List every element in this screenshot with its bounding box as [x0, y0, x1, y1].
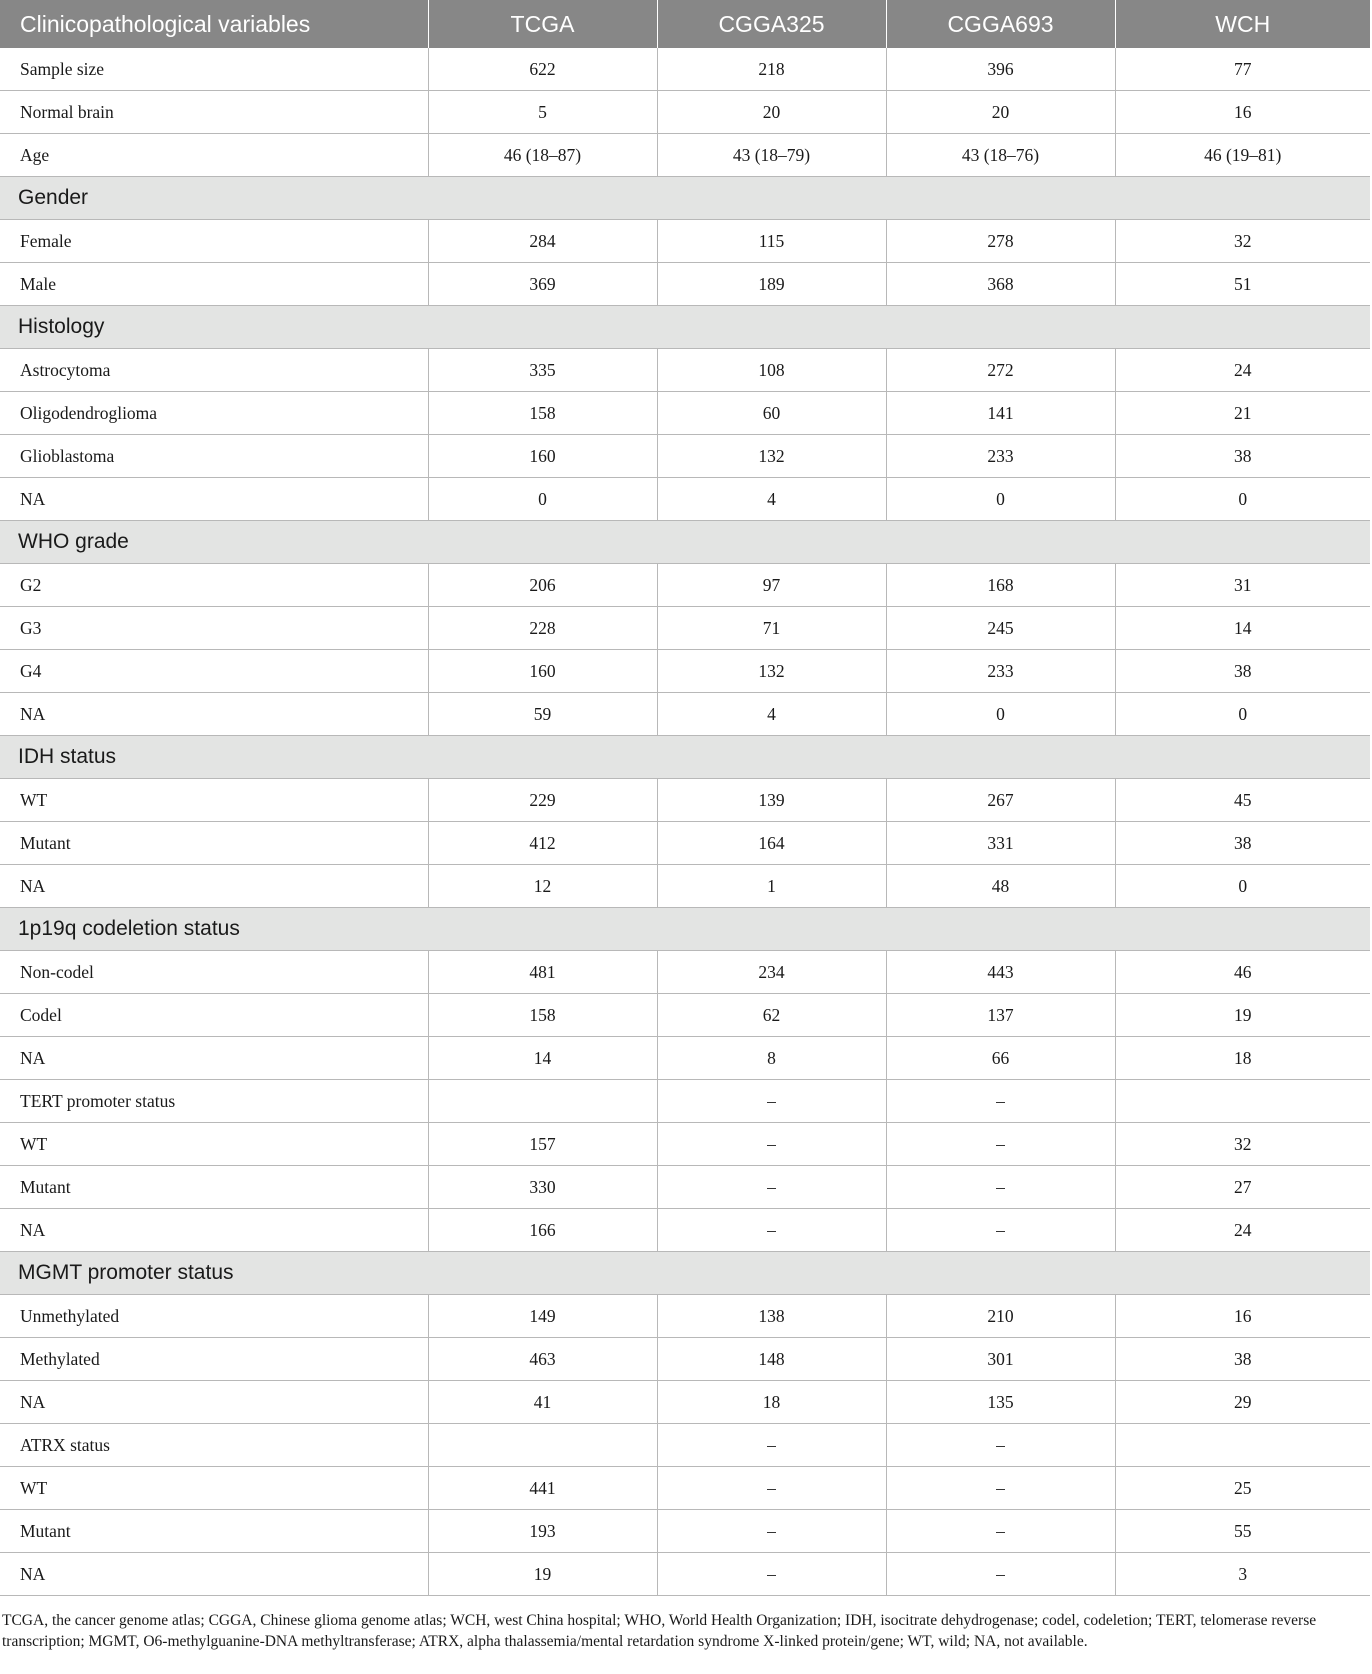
row-label: Unmethylated: [0, 1295, 428, 1338]
row-label: Mutant: [0, 1166, 428, 1209]
cell-cgga325: –: [657, 1080, 886, 1123]
cell-cgga325: –: [657, 1424, 886, 1467]
cell-wch: 16: [1115, 1295, 1370, 1338]
table-row: [0, 1553, 1370, 1596]
header-tcga: TCGA: [428, 0, 657, 48]
section-label: MGMT promoter status: [0, 1252, 1370, 1295]
cell-cgga325: 71: [657, 607, 886, 650]
cell-cgga325: 148: [657, 1338, 886, 1381]
cell-tcga: 369: [428, 263, 657, 306]
row-label: Age: [0, 134, 428, 177]
table-row: [0, 91, 1370, 134]
table-row: [0, 1037, 1370, 1080]
cell-cgga325: –: [657, 1553, 886, 1596]
cell-tcga: 441: [428, 1467, 657, 1510]
row-label: WT: [0, 779, 428, 822]
cell-wch: 25: [1115, 1467, 1370, 1510]
row-label: NA: [0, 693, 428, 736]
cell-wch: 46: [1115, 951, 1370, 994]
section-row: [0, 908, 1370, 951]
cell-cgga325: –: [657, 1209, 886, 1252]
cell-wch: 29: [1115, 1381, 1370, 1424]
cell-tcga: 160: [428, 650, 657, 693]
cell-cgga325: 60: [657, 392, 886, 435]
cell-cgga693: 135: [886, 1381, 1115, 1424]
cell-tcga: 463: [428, 1338, 657, 1381]
cell-cgga693: 272: [886, 349, 1115, 392]
cell-wch: 55: [1115, 1510, 1370, 1553]
cell-cgga325: 164: [657, 822, 886, 865]
table-row: [0, 1166, 1370, 1209]
cell-tcga: 193: [428, 1510, 657, 1553]
table-row: [0, 1080, 1370, 1123]
cell-cgga325: 4: [657, 478, 886, 521]
cell-tcga: 19: [428, 1553, 657, 1596]
cell-cgga693: 168: [886, 564, 1115, 607]
table-row: [0, 392, 1370, 435]
cell-wch: 18: [1115, 1037, 1370, 1080]
cell-tcga: 335: [428, 349, 657, 392]
section-label: Histology: [0, 306, 1370, 349]
cell-tcga: [428, 1080, 657, 1123]
header-cgga693: CGGA693: [886, 0, 1115, 48]
table-row: [0, 263, 1370, 306]
table-row: [0, 951, 1370, 994]
cell-cgga325: 4: [657, 693, 886, 736]
row-label: Sample size: [0, 48, 428, 91]
cell-cgga693: –: [886, 1467, 1115, 1510]
cell-cgga693: 0: [886, 478, 1115, 521]
cell-tcga: 14: [428, 1037, 657, 1080]
cell-tcga: 41: [428, 1381, 657, 1424]
row-label: Mutant: [0, 1510, 428, 1553]
row-label: NA: [0, 1037, 428, 1080]
header-variables: Clinicopathological variables: [0, 0, 428, 48]
cell-tcga: 158: [428, 994, 657, 1037]
cell-cgga693: 233: [886, 435, 1115, 478]
row-label: NA: [0, 1209, 428, 1252]
cell-wch: 32: [1115, 220, 1370, 263]
cell-cgga693: 210: [886, 1295, 1115, 1338]
table-row: [0, 478, 1370, 521]
cell-cgga325: 108: [657, 349, 886, 392]
table-row: [0, 650, 1370, 693]
cell-wch: 38: [1115, 822, 1370, 865]
cell-cgga325: –: [657, 1166, 886, 1209]
row-label: Oligodendroglioma: [0, 392, 428, 435]
header-cgga325: CGGA325: [657, 0, 886, 48]
cell-cgga693: 233: [886, 650, 1115, 693]
section-label: WHO grade: [0, 521, 1370, 564]
cell-cgga693: 48: [886, 865, 1115, 908]
row-label: NA: [0, 1553, 428, 1596]
cell-cgga693: –: [886, 1080, 1115, 1123]
table-row: [0, 1123, 1370, 1166]
cell-wch: 77: [1115, 48, 1370, 91]
cell-cgga693: 0: [886, 693, 1115, 736]
cell-cgga325: 138: [657, 1295, 886, 1338]
cell-cgga325: 234: [657, 951, 886, 994]
cell-cgga325: 1: [657, 865, 886, 908]
table-row: [0, 1424, 1370, 1467]
cell-wch: 21: [1115, 392, 1370, 435]
row-label: Mutant: [0, 822, 428, 865]
cell-tcga: 157: [428, 1123, 657, 1166]
section-row: [0, 306, 1370, 349]
cell-cgga693: 137: [886, 994, 1115, 1037]
header-row: [0, 0, 1370, 48]
table-row: [0, 693, 1370, 736]
cell-wch: 46 (19–81): [1115, 134, 1370, 177]
cell-cgga693: –: [886, 1209, 1115, 1252]
row-label: TERT promoter status: [0, 1080, 428, 1123]
row-label: Male: [0, 263, 428, 306]
cell-wch: 24: [1115, 1209, 1370, 1252]
cell-cgga693: –: [886, 1424, 1115, 1467]
cell-cgga325: 97: [657, 564, 886, 607]
table-row: [0, 994, 1370, 1037]
section-label: IDH status: [0, 736, 1370, 779]
section-row: [0, 521, 1370, 564]
row-label: ATRX status: [0, 1424, 428, 1467]
table-footnote: TCGA, the cancer genome atlas; CGGA, Chinese glioma genome atlas; WCH, west China hospital; WHO, World Health Organization; IDH, isocitrate dehydrogenase; codel, codeletion; TERT, telomerase reverse transcription; MGMT, O6-methylguanine-DNA methyltransferase; ATRX, alpha thalassemia/mental retardation syndrome X-linked protein/gene; WT, wild; NA, not available.: [2, 1612, 1317, 1650]
cell-cgga325: –: [657, 1510, 886, 1553]
cell-cgga325: 18: [657, 1381, 886, 1424]
row-label: G3: [0, 607, 428, 650]
cell-cgga693: 66: [886, 1037, 1115, 1080]
table-row: [0, 865, 1370, 908]
table-row: [0, 435, 1370, 478]
cell-cgga325: 8: [657, 1037, 886, 1080]
cell-cgga325: 43 (18–79): [657, 134, 886, 177]
row-label: Glioblastoma: [0, 435, 428, 478]
cell-tcga: 206: [428, 564, 657, 607]
row-label: G2: [0, 564, 428, 607]
table-row: [0, 564, 1370, 607]
section-label: Gender: [0, 177, 1370, 220]
cell-tcga: 229: [428, 779, 657, 822]
cell-tcga: 5: [428, 91, 657, 134]
cell-tcga: 481: [428, 951, 657, 994]
cell-cgga325: 132: [657, 435, 886, 478]
table-row: [0, 1338, 1370, 1381]
section-label: 1p19q codeletion status: [0, 908, 1370, 951]
table-row: [0, 822, 1370, 865]
cell-wch: 24: [1115, 349, 1370, 392]
row-label: Female: [0, 220, 428, 263]
table-row: [0, 134, 1370, 177]
row-label: NA: [0, 865, 428, 908]
cell-tcga: 46 (18–87): [428, 134, 657, 177]
row-label: Astrocytoma: [0, 349, 428, 392]
cell-tcga: 12: [428, 865, 657, 908]
cell-wch: 38: [1115, 1338, 1370, 1381]
cell-cgga693: –: [886, 1166, 1115, 1209]
cell-tcga: 228: [428, 607, 657, 650]
cell-wch: 38: [1115, 435, 1370, 478]
cell-wch: [1115, 1424, 1370, 1467]
table-row: [0, 1381, 1370, 1424]
row-label: Codel: [0, 994, 428, 1037]
table-row: [0, 1295, 1370, 1338]
cell-wch: 45: [1115, 779, 1370, 822]
section-row: [0, 1252, 1370, 1295]
cell-cgga693: 141: [886, 392, 1115, 435]
section-row: [0, 736, 1370, 779]
section-row: [0, 177, 1370, 220]
cell-tcga: 59: [428, 693, 657, 736]
cell-wch: [1115, 1080, 1370, 1123]
cell-cgga693: –: [886, 1123, 1115, 1166]
cell-cgga693: 368: [886, 263, 1115, 306]
cell-cgga693: 267: [886, 779, 1115, 822]
cell-cgga693: 278: [886, 220, 1115, 263]
cell-cgga693: 331: [886, 822, 1115, 865]
cell-cgga693: 20: [886, 91, 1115, 134]
cell-wch: 0: [1115, 693, 1370, 736]
cell-tcga: 0: [428, 478, 657, 521]
row-label: WT: [0, 1467, 428, 1510]
table-row: [0, 1467, 1370, 1510]
row-label: Methylated: [0, 1338, 428, 1381]
cell-cgga693: –: [886, 1553, 1115, 1596]
cell-cgga325: 20: [657, 91, 886, 134]
cell-wch: 0: [1115, 865, 1370, 908]
cell-cgga325: –: [657, 1467, 886, 1510]
cell-wch: 27: [1115, 1166, 1370, 1209]
cell-wch: 16: [1115, 91, 1370, 134]
cell-cgga325: 132: [657, 650, 886, 693]
cell-wch: 38: [1115, 650, 1370, 693]
cell-cgga693: 245: [886, 607, 1115, 650]
cell-wch: 19: [1115, 994, 1370, 1037]
cell-wch: 14: [1115, 607, 1370, 650]
cell-wch: 51: [1115, 263, 1370, 306]
table-row: [0, 220, 1370, 263]
cell-tcga: 284: [428, 220, 657, 263]
cell-cgga325: 218: [657, 48, 886, 91]
row-label: NA: [0, 478, 428, 521]
table-row: [0, 1209, 1370, 1252]
cell-tcga: 166: [428, 1209, 657, 1252]
table-row: [0, 48, 1370, 91]
cell-wch: 3: [1115, 1553, 1370, 1596]
cell-tcga: 412: [428, 822, 657, 865]
row-label: G4: [0, 650, 428, 693]
cell-cgga325: 189: [657, 263, 886, 306]
cell-cgga325: 62: [657, 994, 886, 1037]
table-row: [0, 1510, 1370, 1553]
cell-tcga: 330: [428, 1166, 657, 1209]
cell-cgga325: –: [657, 1123, 886, 1166]
cell-tcga: 160: [428, 435, 657, 478]
table-row: [0, 349, 1370, 392]
cell-cgga693: 43 (18–76): [886, 134, 1115, 177]
row-label: Non-codel: [0, 951, 428, 994]
row-label: Normal brain: [0, 91, 428, 134]
cell-tcga: 622: [428, 48, 657, 91]
row-label: NA: [0, 1381, 428, 1424]
table-row: [0, 607, 1370, 650]
cell-wch: 32: [1115, 1123, 1370, 1166]
header-wch: WCH: [1115, 0, 1370, 48]
cell-cgga325: 115: [657, 220, 886, 263]
cell-tcga: 158: [428, 392, 657, 435]
cell-cgga693: 301: [886, 1338, 1115, 1381]
cell-cgga325: 139: [657, 779, 886, 822]
table-row: [0, 779, 1370, 822]
row-label: WT: [0, 1123, 428, 1166]
table-body: [0, 48, 1370, 1596]
cell-cgga693: –: [886, 1510, 1115, 1553]
cell-cgga693: 443: [886, 951, 1115, 994]
cell-cgga693: 396: [886, 48, 1115, 91]
cell-tcga: 149: [428, 1295, 657, 1338]
cell-wch: 0: [1115, 478, 1370, 521]
cell-wch: 31: [1115, 564, 1370, 607]
cell-tcga: [428, 1424, 657, 1467]
